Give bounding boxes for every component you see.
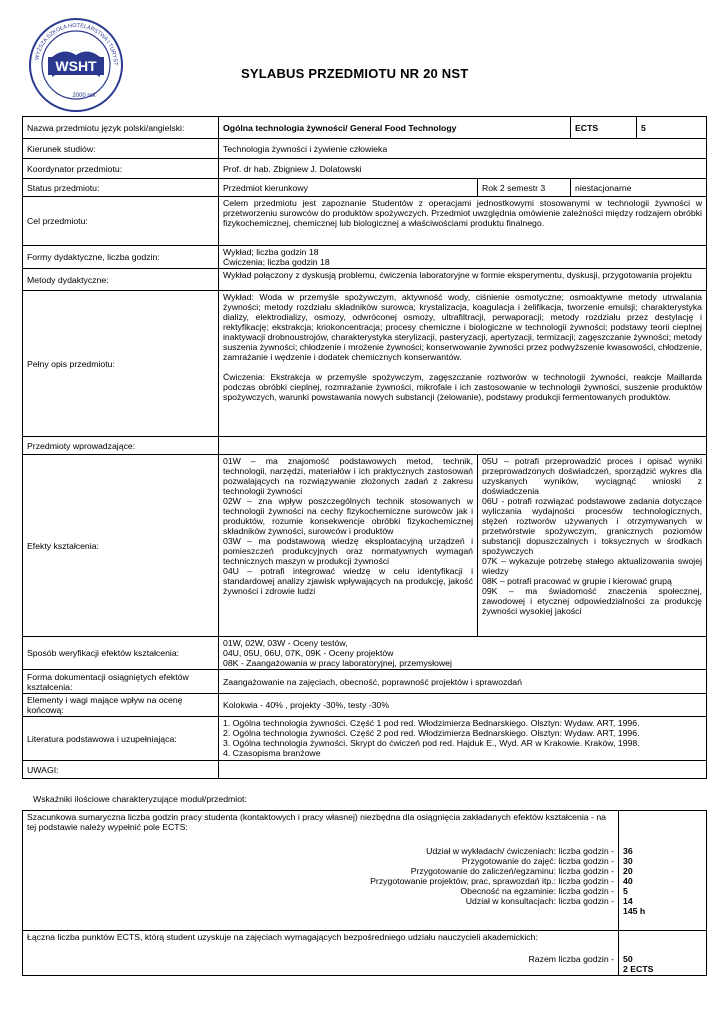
efekty-left: 01W – ma znajomość podstawowych metod, technik, technologii, narzędzi, materiałów i ich praktycznych zastosowań pozwalających na rozwiązywanie złożonych zadań z zakresu technologii żywności 02W – zna wpływ poszczególnych technik stosowanych w technologii żywności na cechy fizykochemiczne surowców jak i produktów, rozumie konsekwencje obróbki fizykochemicznej składników żywności, surowców i produktów 03W – ma podstawową wiedzę eksploatacyjną urządzeń i pomieszczeń produkcyjnych oraz normatywnych wymagań technicznych maszyn w produkcji żywności 04U – potrafi integrować wiedzę w celu identyfikacji i standardowej analizy zjawisk wpływających na produkcję, jakość żywności i zdrowie ludzi [219,455,478,637]
ects-item-label: Przygotowanie do zaliczeń/egzaminu: liczba godzin - [410,866,614,876]
cel-label: Cel przedmiotu: [23,197,219,246]
efekty-label: Efekty kształcenia: [23,455,219,637]
logo-mid-text: WSHT [55,58,97,74]
logo-ring-text: WYŻSZA SZKOŁA HOTELARSTWA I TURYST [34,22,119,66]
ects-hours-values [619,811,707,931]
ects-label: ECTS [571,117,637,139]
ects-item-label: Udział w konsultacjach: liczba godzin - [465,896,614,906]
page-title: SYLABUS PRZEDMIOTU NR 20 NST [241,66,469,81]
ects-item-value: 14 [623,896,633,906]
opis-cwiczenia: Ćwiczenia: Ekstrakcja w przemyśle spożywczym, zagęszczanie roztworów w technologii żywności, reakcje Maillarda podczas obróbki cieplnej, rozmrażanie żywności, mikrofale i ich zastosowanie w technologii żywności, suszenie produktów spożywczych, warunki powstawania nowych substancji (żelowanie), podstawy produkcji fermentowanych produktów. [223,372,702,402]
forma-dok-value: Zaangażowanie na zajęciach, obecność, poprawność projektów i sprawozdań [219,670,707,694]
opis-label: Pełny opis przedmiotu: [23,291,219,437]
ects-razem-label: Razem liczba godzin - [528,954,614,964]
ects-table [22,810,707,976]
wsht-logo [28,17,124,113]
opis-cell [219,291,707,437]
kierunek-label: Kierunek studiów: [23,139,219,159]
koordynator-label: Koordynator przedmiotu: [23,159,219,179]
sposob-value: 01W, 02W, 03W - Oceny testów, 04U, 05U, 06U, 07K, 09K - Oceny projektów 08K - Zaangażowania w pracy laboratoryjnej, przemysłowej [219,637,707,670]
ects-item-label: Przygotowanie projektów, prac, sprawozdań itp.: liczba godzin - [370,876,614,886]
ects-item-value: 5 [623,886,628,896]
kierunek-value: Technologia żywności i żywienie człowieka [219,139,707,159]
logo-year-text: 2000 rok [72,93,96,99]
metody-value: Wykład połączony z dyskusją problemu, ćwiczenia laboratoryjne w formie eksperymentu, dyskusji, przygotowania projektu [219,269,707,291]
ects-intro: Szacunkowa sumaryczna liczba godzin pracy studenta (kontaktowych i pracy własnej) niezbędna dla osiągnięcia zakładanych efektów kształcenia - na tej podstawie należy wypełnić pole ECTS: [27,812,606,832]
ects-item-value: 30 [623,856,633,866]
wagi-label: Elementy i wagi mające wpływ na ocenę końcową: [23,694,219,717]
ects-razem-ects: 2 ECTS [623,964,654,974]
ects-value: 5 [637,117,707,139]
name-value: Ogólna technologia żywności/ General Food Technology [219,117,571,139]
ects-contact-values [619,931,707,976]
formy-value: Wykład; liczba godzin 18 Ćwiczenia; liczba godzin 18 [219,246,707,269]
ects-contact-cell [23,931,619,976]
status-value: Przedmiot kierunkowy [219,179,478,197]
ects-item-value: 36 [623,846,633,856]
ects-contact-label: Łączna liczba punktów ECTS, którą student uzyskuje na zajęciach wymagających bezpośredniego udziału nauczycieli akademickich: [27,932,538,942]
status-label: Status przedmiotu: [23,179,219,197]
cel-value: Celem przedmiotu jest zapoznanie Studentów z operacjami jednostkowymi stosowanymi w technologii żywności w przetworzeniu surowców do produktów spożywczych. Przedmiot uwzględnia omówienie zależności między rodzajem obróbki fizykochemicznej, chemicznej lub biologicznej a właściwościami produktu finalnego. [219,197,707,246]
formy-label: Formy dydaktyczne, liczba godzin: [23,246,219,269]
ects-item-label: Obecność na egzaminie: liczba godzin - [460,886,614,896]
forma-dok-label: Forma dokumentacji osiągniętych efektów kształcenia: [23,670,219,694]
ects-item-value: 20 [623,866,633,876]
wprowadzajace-value [219,437,707,455]
literatura-value: 1. Ogólna technologia żywności. Część 1 pod red. Włodzimierza Bednarskiego. Olsztyn: Wydaw. ART, 1996. 2. Ogólna technologia żywności. Część 2 pod red. Włodzimierza Bednarskiego. Olsztyn: Wydaw. ART, 1996. 3. Ogólna technologia żywności. Skrypt do ćwiczeń pod red. Hajduk E., Wyd. AR w Krakowie. Kraków, 1998. 4. Czasopisma branżowe [219,717,707,761]
ects-item-value: 40 [623,876,633,886]
sposob-label: Sposób weryfikacji efektów kształcenia: [23,637,219,670]
wprowadzajace-label: Przedmioty wprowadzające: [23,437,219,455]
ects-item-label: Przygotowanie do zajęć: liczba godzin - [461,856,614,866]
koordynator-value: Prof. dr hab. Zbigniew J. Dolatowski [219,159,707,179]
metody-label: Metody dydaktyczne: [23,269,219,291]
ects-razem-value: 50 [623,954,633,964]
name-label: Nazwa przedmiotu język polski/angielski: [23,117,219,139]
ects-hours-cell [23,811,619,931]
uwagi-label: UWAGI: [23,761,219,779]
status-tryb: niestacjonarne [571,179,707,197]
literatura-label: Literatura podstawowa i uzupełniająca: [23,717,219,761]
opis-wyklad: Wykład: Woda w przemyśle spożywczym, aktywność wody, ciśnienie osmotyczne; osmoaktywne metody utrwalania żywności; metody rozdziału składników surowca; krystalizacja, koagulacja i żelifikacja, tworzenie emulsji; charakterystyka dializy, elektrodializy, osmozy, odwróconej osmozy, ultrafiltracji, perwaporacji; metody rozdziału przez destylację i rektyfikację; ekstrakcja; kriokoncentracja; procesy chemiczne i biologiczne w technologii żywności; podstawy teorii cieplnej inaktywacji drobnoustrojów, charakterystyka sterylizacji, pasteryzacji, apertyzacji, termizacji; zagęszczanie żywności; metody suszenia żywności; chłodzenie i mrożenie żywności; konserwowanie żywności przez podwyższenie kwasowości, chłodzenie, zamrażanie i wędzenie i dodatek chemicznych konserwantów. [223,292,702,362]
status-rok: Rok 2 semestr 3 [478,179,571,197]
uwagi-value [219,761,707,779]
ects-item-label: Udział w wykładach/ ćwiczeniach: liczba godzin - [426,846,614,856]
ects-total: 145 h [623,906,646,916]
wagi-value: Kolokwia - 40% , projekty -30%, testy -30% [219,694,707,717]
efekty-right: 05U – potrafi przeprowadzić proces i opisać wyniki przeprowadzonych doświadczeń, sporządzić wykres dla uzyskanych wyników, wyciągnąć wnioski z doświadczenia 06U - potrafi rozwiązać podstawowe zadania dotyczące wyliczania wydajności procesów technologicznych, stężeń roztworów używanych i otrzymywanych w przetwórstwie spożywczym, granicznych poziomów substancji dopuszczalnych i toksycznych w środkach spożywczych 07K – wykazuje potrzebę stałego aktualizowania swojej wiedzy 08K – potrafi pracować w grupie i kierować grupą 09K – ma świadomość znaczenia społecznej, zawodowej i etycznej odpowiedzialności za produkcję żywności wysokiej jakości [478,455,707,637]
syllabus-table [22,116,707,779]
indicators-note: Wskaźniki ilościowe charakteryzujące moduł/przedmiot: [33,794,247,804]
